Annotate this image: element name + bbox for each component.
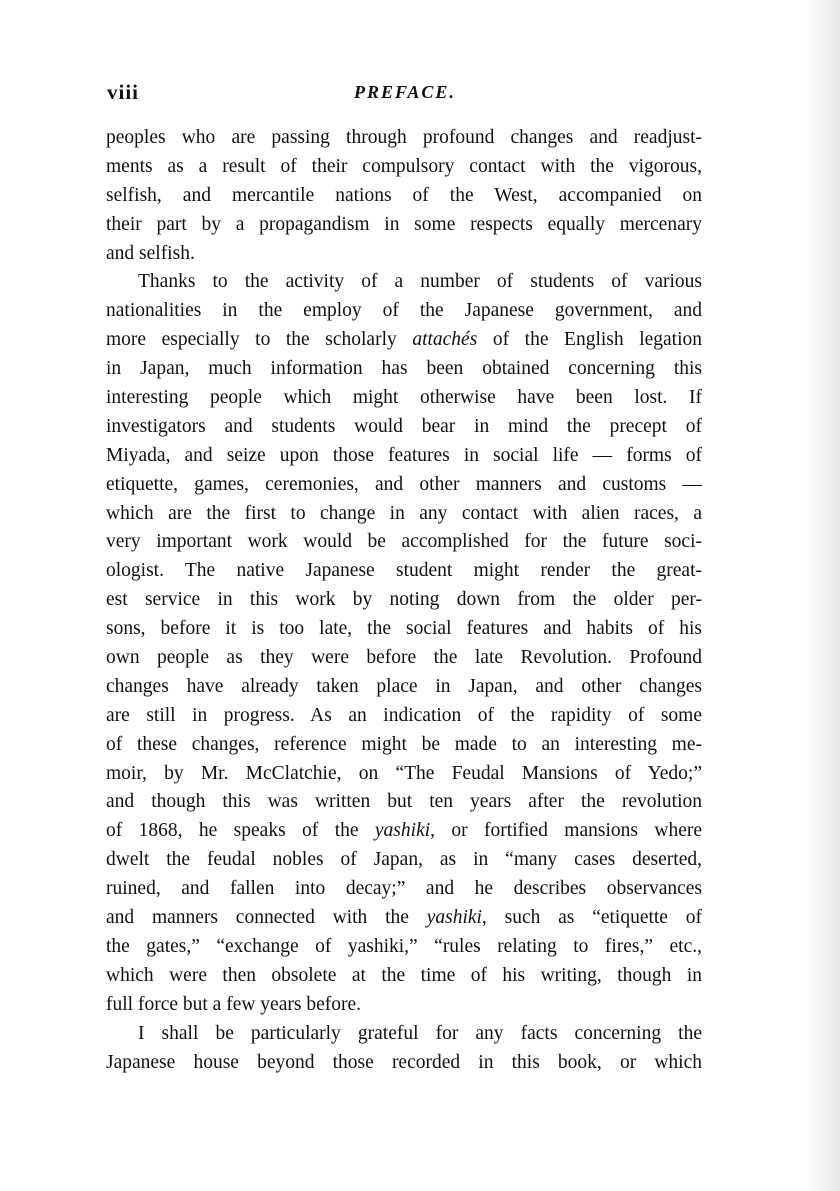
text-line: their part by a propagandism in some respects equally mercenary [106, 213, 702, 235]
text-line: changes have already taken place in Japan, and other changes [106, 675, 702, 697]
text-segment: of 1868, he speaks of the [106, 820, 375, 842]
text-line: in Japan, much information has been obtained concerning this [106, 358, 702, 380]
text-line: dwelt the feudal nobles of Japan, as in “many cases deserted, [106, 849, 702, 871]
text-line [106, 817, 702, 846]
text-line: full force but a few years before. [106, 993, 361, 1015]
text-line: investigators and students would bear in mind the precept of [106, 415, 702, 437]
text-segment: or fortified mansions where [435, 820, 703, 842]
text-segment: such as “etiquette of [486, 907, 702, 929]
text-line: est service in this work by noting down from the older per- [106, 589, 702, 611]
text-line: which are the first to change in any contact with alien races, a [106, 502, 702, 524]
text-line: interesting people which might otherwise have been lost. If [106, 387, 702, 409]
text-line: which were then obsolete at the time of his writing, though in [106, 964, 702, 986]
text-segment: of the English legation [477, 329, 703, 351]
page-edge-shadow [804, 0, 840, 1191]
text-line: Miyada, and seize upon those features in social life — forms of [106, 444, 702, 466]
text-line [106, 904, 702, 933]
text-line: peoples who are passing through profound changes and readjust- [106, 127, 702, 148]
text-line: ologist. The native Japanese student might render the great- [106, 560, 702, 582]
text-segment: and manners connected with the [106, 907, 427, 929]
italic-term: attachés [412, 329, 478, 351]
text-line: Thanks to the activity of a number of students of various [138, 271, 702, 293]
text-line: own people as they were before the late Revolution. Profound [106, 647, 702, 669]
text-line: and though this was written but ten years after the revolution [106, 791, 702, 813]
text-line: Japanese house beyond those recorded in this book, or which [106, 1051, 702, 1073]
text-line: moir, by Mr. McClatchie, on “The Feudal Mansions of Yedo;” [106, 762, 702, 784]
text-line: nationalities in the employ of the Japanese government, and [106, 300, 702, 322]
text-line: selfish, and mercantile nations of the West, accompanied on [106, 184, 702, 206]
text-line: the gates,” “exchange of yashiki,” “rules relating to fires,” etc., [106, 935, 702, 957]
text-line [106, 326, 702, 355]
text-line: very important work would be accomplished for the future soci- [106, 531, 702, 553]
text-line: etiquette, games, ceremonies, and other manners and customs — [106, 473, 702, 495]
text-line: ments as a result of their compulsory contact with the vigorous, [106, 155, 702, 177]
text-line: of these changes, reference might be made to an interesting me- [106, 733, 702, 755]
text-segment: more especially to the scholarly [106, 329, 413, 351]
page-number: viii [107, 80, 140, 104]
text-line: sons, before it is too late, the social features and habits of his [106, 618, 702, 640]
running-head: PREFACE. [354, 82, 456, 102]
text-line: are still in progress. As an indication of the rapidity of some [106, 704, 702, 726]
body-text [106, 124, 702, 1077]
text-line: I shall be particularly grateful for any facts concerning the [138, 1022, 702, 1044]
text-line: and selfish. [106, 242, 195, 264]
italic-term: yashiki, [426, 907, 487, 929]
text-line: ruined, and fallen into decay;” and he describes observances [106, 878, 702, 900]
italic-term: yashiki, [374, 820, 436, 842]
